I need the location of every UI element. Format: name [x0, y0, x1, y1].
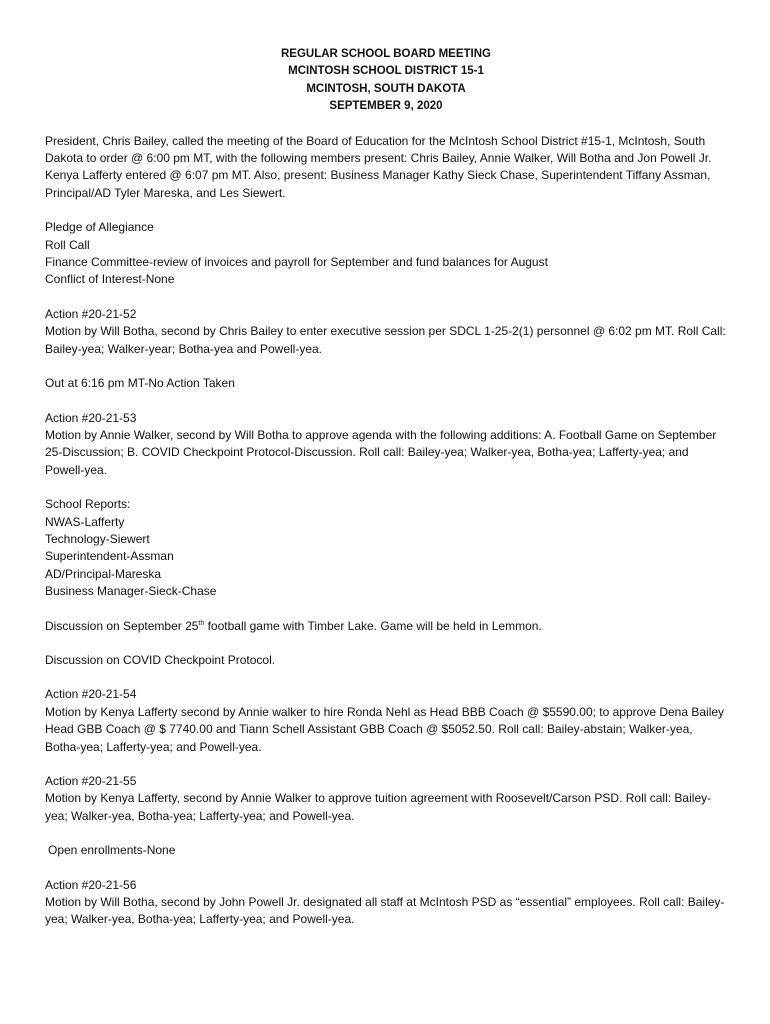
agenda-item: Finance Committee-review of invoices and payroll for September and fund balances for August	[45, 255, 548, 270]
action-title: Action #20-21-54	[45, 687, 137, 702]
discussion-football-before: Discussion on September 25	[45, 618, 199, 633]
report-item: Technology-Siewert	[45, 531, 150, 546]
action-56	[45, 877, 727, 929]
action-text: Motion by Will Botha, second by Chris Bailey to enter executive session per SDCL 1-25-2(1) personnel @ 6:02 pm MT. Roll Call: Bailey-yea; Walker-year; Botha-yea and Powell-yea.	[45, 324, 726, 356]
report-item: AD/Principal-Mareska	[45, 566, 162, 581]
agenda-list	[45, 219, 727, 289]
ordinal-suffix: th	[198, 619, 205, 627]
header-title: REGULAR SCHOOL BOARD MEETING	[281, 48, 491, 60]
discussion-football	[45, 618, 727, 635]
school-reports-title: School Reports:	[45, 497, 131, 512]
action-52	[45, 306, 727, 358]
action-title: Action #20-21-55	[45, 774, 137, 788]
action-text: Motion by Will Botha, second by John Powell Jr. designated all staff at McIntosh PSD as “essential” employees. Roll call: Bailey-yea; Walker-yea, Botha-yea; Lafferty-yea; and Powell-yea.	[45, 895, 725, 927]
open-enrollments: Open enrollments-None	[48, 843, 176, 858]
agenda-item: Conflict of Interest-None	[45, 272, 175, 287]
action-text: Motion by Kenya Lafferty second by Annie walker to hire Ronda Nehl as Head BBB Coach @ $5590.00; to approve Dena Bailey Head GBB Coach @ $ 7740.00 and Tiann Schell Assistant GBB Coach @ $5052.50. Roll call: Bailey-abstain; Walker-yea, Botha-yea; Lafferty-yea; and Powell-yea.	[45, 704, 725, 754]
report-item: NWAS-Lafferty	[45, 514, 125, 529]
school-reports	[45, 496, 727, 600]
document-page	[45, 46, 727, 946]
agenda-item: Roll Call	[45, 237, 90, 252]
report-item: Business Manager-Sieck-Chase	[45, 584, 217, 599]
action-text: Motion by Kenya Lafferty, second by Annie Walker to approve tuition agreement with Roosevelt/Carson PSD. Roll call: Bailey-yea; Walker-yea, Botha-yea; Lafferty-yea; and Powell-yea.	[45, 791, 712, 823]
header-district: MCINTOSH SCHOOL DISTRICT 15-1	[288, 65, 484, 78]
header-location: MCINTOSH, SOUTH DAKOTA	[306, 82, 466, 95]
action-55	[45, 773, 727, 825]
report-item: Superintendent-Assman	[45, 549, 174, 564]
discussion-football-after: football game with Timber Lake. Game will be held in Lemmon.	[204, 618, 542, 633]
discussion-covid: Discussion on COVID Checkpoint Protocol.	[45, 652, 276, 667]
agenda-item: Pledge of Allegiance	[45, 220, 154, 235]
action-title: Action #20-21-53	[45, 410, 137, 425]
action-text: Motion by Annie Walker, second by Will Botha to approve agenda with the following additions: A. Football Game on September 25-Discussion; B. COVID Checkpoint Protocol-Discussion. Roll call: Bailey-yea; Walker-yea, Botha-yea; Lafferty-yea; and Powell-yea.	[45, 427, 717, 477]
action-54	[45, 686, 727, 756]
action-53	[45, 410, 727, 480]
meeting-header	[45, 46, 727, 116]
header-date: SEPTEMBER 9, 2020	[329, 100, 443, 113]
action-title: Action #20-21-56	[45, 877, 137, 892]
intro-paragraph: President, Chris Bailey, called the meeting of the Board of Education for the McIntosh School District #15-1, McIntosh, South Dakota to order @ 6:00 pm MT, with the following members present: Chris Bailey, Annie Walker, Will Botha and Jon Powell Jr. Kenya Lafferty entered @ 6:07 pm MT. Also, present: Business Manager Kathy Sieck Chase, Superintendent Tiffany Assman, Principal/AD Tyler Mareska, and Les Siewert.	[45, 133, 712, 200]
out-note: Out at 6:16 pm MT-No Action Taken	[45, 376, 235, 391]
action-title: Action #20-21-52	[45, 306, 137, 321]
